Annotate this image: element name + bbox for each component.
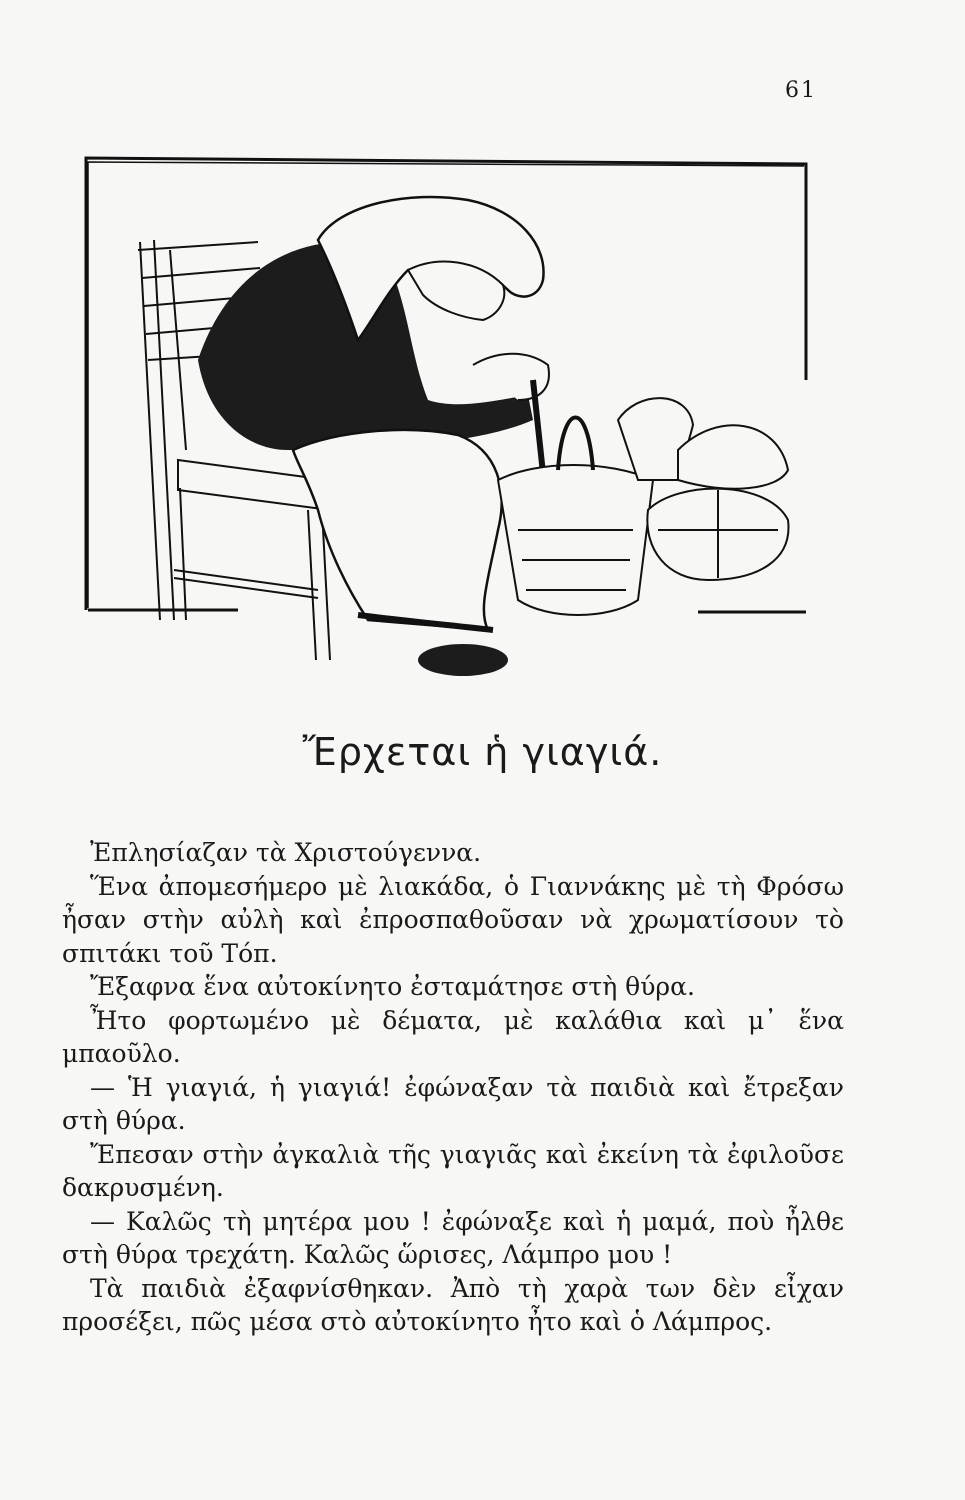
paragraph: Ἦτο φορτωμένο μὲ δέματα, μὲ καλάθια καὶ μ᾿ ἕνα μπαοῦλο. (62, 1005, 844, 1068)
page-number: 61 (785, 78, 817, 103)
body-text (62, 836, 844, 1339)
paragraph: Ἕνα ἀπομεσήμερο μὲ λιακάδα, ὁ Γιαννάκης μὲ τὴ Φρόσω ἦσαν στὴν αὐλὴ καὶ ἐπροσπαθοῦσαν νὰ χρωματίσουν τὸ σπιτάκι τοῦ Τόπ. (62, 871, 844, 968)
paragraph: — Καλῶς τὴ μητέρα μου ! ἐφώναξε καὶ ἡ μαμά, ποὺ ἦλθε στὴ θύρα τρεχάτη. Καλῶς ὥρισες, Λάμπρο μου ! (62, 1206, 844, 1269)
grandmother-knitting-illustration (78, 150, 838, 710)
paragraph: Τὰ παιδιὰ ἐξαφνίσθηκαν. Ἀπὸ τὴ χαρὰ των δὲν εἶχαν προσέξει, πῶς μέσα στὸ αὐτοκίνητο ἦτο καὶ ὁ Λάμπρος. (62, 1273, 844, 1336)
paragraph: Ἔξαφνα ἕνα αὐτοκίνητο ἐσταμάτησε στὴ θύρα. (90, 972, 695, 1001)
paragraph: Ἔπεσαν στὴν ἀγκαλιὰ τῆς γιαγιᾶς καὶ ἐκείνη τὰ ἐφιλοῦσε δακρυσμένη. (62, 1139, 844, 1202)
page-title: Ἔρχεται ἡ γιαγιά. (302, 730, 663, 774)
paragraph: Ἐπλησίαζαν τὰ Χριστούγεννα. (90, 838, 482, 867)
paragraph: — Ἡ γιαγιά, ἡ γιαγιά! ἐφώναξαν τὰ παιδιὰ καὶ ἔτρεξαν στὴ θύρα. (62, 1072, 844, 1135)
